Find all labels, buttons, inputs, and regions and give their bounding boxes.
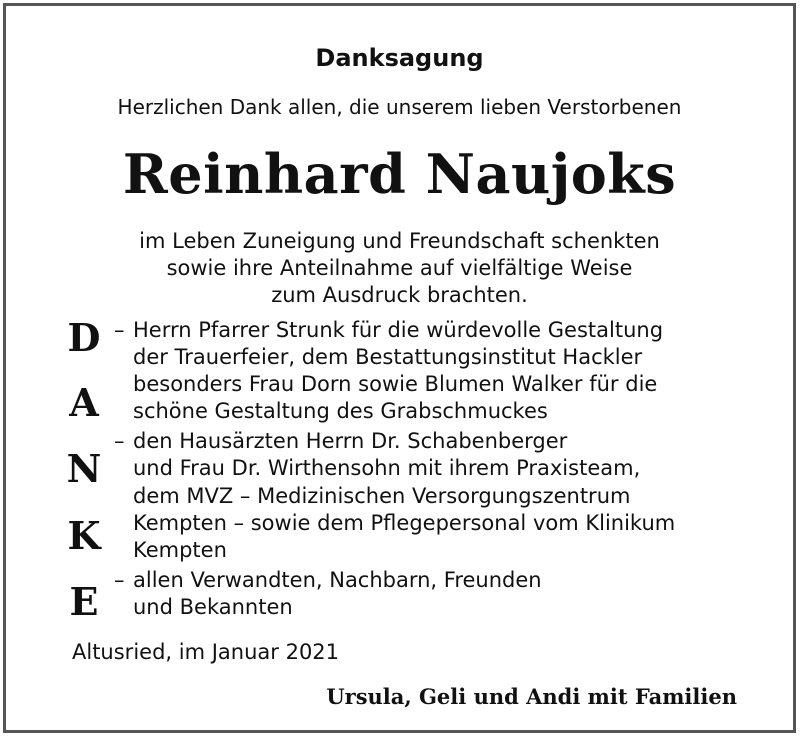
thanks-line: der Trauerfeier, dem Bestattungsinstitut Hackler — [133, 345, 643, 369]
danke-letter-e: E — [69, 579, 99, 624]
sentence-line-1: im Leben Zuneigung und Freundschaft schenkten — [139, 229, 660, 253]
intro-text: Herzlichen Dank allen, die unserem lieben Verstorbenen — [117, 95, 682, 119]
thanks-line: und Frau Dr. Wirthensohn mit ihrem Praxisteam, — [133, 456, 641, 480]
dash: – — [114, 318, 125, 342]
thanks-line: Kempten – sowie dem Pflegepersonal vom Klinikum — [133, 511, 676, 535]
heading: Danksagung — [315, 44, 484, 72]
thanks-line: schöne Gestaltung des Grabschmuckes — [133, 399, 548, 423]
thanks-line: – Herrn Pfarrer Strunk für die würdevolle Gestaltung — [114, 318, 664, 342]
obituary-frame — [3, 3, 796, 733]
thanks-line: – den Hausärzten Herrn Dr. Schabenberger — [114, 429, 568, 453]
thanks-line: und Bekannten — [133, 595, 293, 619]
thanks-line: dem MVZ – Medizinischen Versorgungszentrum — [133, 484, 631, 508]
place-date: Altusried, im Januar 2021 — [72, 640, 340, 664]
danke-letter-n: N — [66, 446, 102, 491]
thanks-line: – allen Verwandten, Nachbarn, Freunden — [114, 568, 542, 592]
thanks-line: Kempten — [133, 538, 227, 562]
danke-letter-k: K — [67, 513, 101, 558]
signature: Ursula, Geli und Andi mit Familien — [326, 684, 737, 709]
dash: – — [114, 429, 125, 453]
dash: – — [114, 568, 125, 592]
danke-letter-d: D — [67, 315, 101, 360]
sentence-line-2: sowie ihre Anteilnahme auf vielfältige Weise — [166, 256, 633, 280]
sentence-line-3: zum Ausdruck brachten. — [271, 283, 528, 307]
thanks-line: besonders Frau Dorn sowie Blumen Walker für die — [133, 372, 658, 396]
danke-letter-a: A — [69, 380, 99, 425]
deceased-name: Reinhard Naujoks — [122, 142, 677, 206]
